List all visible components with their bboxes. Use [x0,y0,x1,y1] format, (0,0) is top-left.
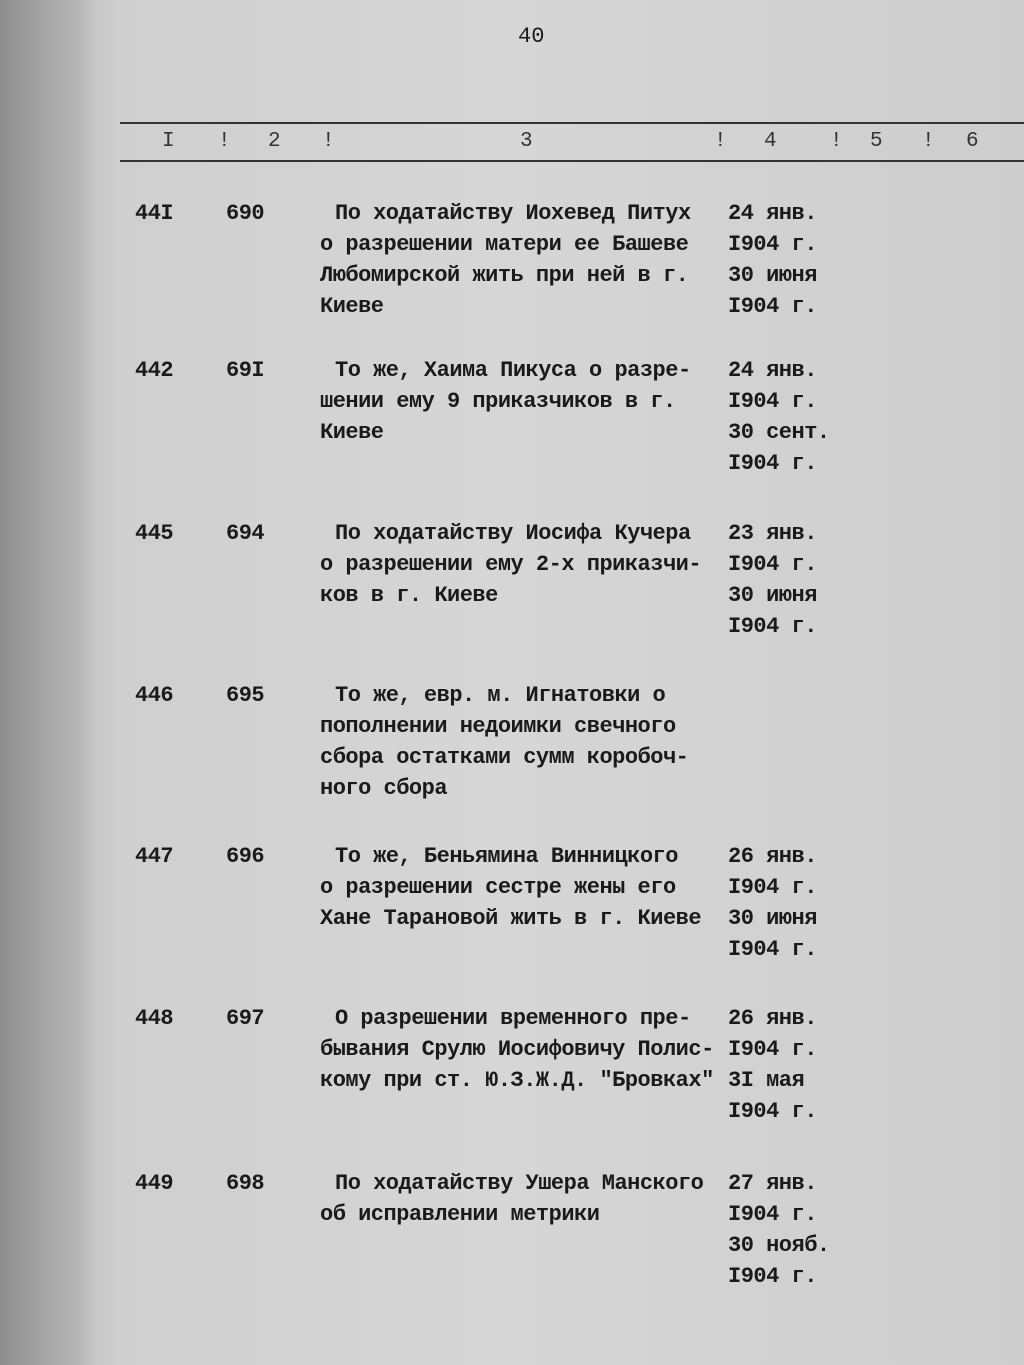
file-number: 696 [226,844,265,869]
entry-description [320,1168,703,1230]
entry-number: 44I [135,201,174,226]
date-line: 23 янв. [728,521,817,546]
file-number: 690 [226,201,265,226]
date-line: I904 г. [728,232,817,257]
description-line: кому при ст. Ю.З.Ж.Д. "Бровках" [320,1068,714,1093]
date-line: 30 нояб. [728,1233,830,1258]
entry-number: 449 [135,1171,174,1196]
description-line: ков в г. Киеве [320,583,498,608]
entry-dates [728,1168,830,1292]
entry-description [320,1003,714,1096]
header-col-3: 3 [520,130,533,153]
file-number: 698 [226,1171,265,1196]
description-line: По ходатайству Иосифа Кучера [335,521,691,546]
description-line: сбора остатками сумм коробоч- [320,745,689,770]
entry-dates [728,1003,817,1127]
description-line: пополнении недоимки свечного [320,714,676,739]
entry-dates [728,198,817,322]
header-separator: ! [218,130,231,153]
date-line: 30 сент. [728,420,830,445]
header-separator: ! [922,130,935,153]
entry-description [320,841,701,934]
header-col-5: 5 [870,130,883,153]
description-line: ного сбора [320,776,448,801]
header-col-6: 6 [966,130,979,153]
date-line: 26 янв. [728,1006,817,1031]
date-line: 30 июня [728,263,817,288]
description-line: Хане Тарановой жить в г. Киеве [320,906,702,931]
date-line: I904 г. [728,614,817,639]
entry-number: 445 [135,521,174,546]
date-line: I904 г. [728,552,817,577]
date-line: 26 янв. [728,844,817,869]
description-line: о разрешении матери ее Башеве [320,232,689,257]
entry-dates [728,518,817,642]
file-number: 697 [226,1006,265,1031]
date-line: I904 г. [728,451,817,476]
description-line: По ходатайству Иохевед Питух [335,201,691,226]
description-line: То же, Беньямина Винницкого [335,844,678,869]
date-line: I904 г. [728,1202,817,1227]
entry-dates [728,355,830,479]
entry-number: 442 [135,358,174,383]
file-number: 694 [226,521,265,546]
header-separator: ! [322,130,335,153]
date-line: I904 г. [728,1264,817,1289]
entry-description [320,355,691,448]
header-separator: ! [830,130,843,153]
description-line: о разрешении ему 2-х приказчи- [320,552,702,577]
description-line: Любомирской жить при ней в г. [320,263,689,288]
description-line: бывания Срулю Иосифовичу Полис- [320,1037,714,1062]
description-line: Киеве [320,420,384,445]
entry-number: 448 [135,1006,174,1031]
date-line: I904 г. [728,1099,817,1124]
page-number: 40 [518,24,545,49]
header-col-1: I [162,130,175,153]
description-line: О разрешении временного пре- [335,1006,691,1031]
entry-description [320,680,688,804]
date-line: I904 г. [728,937,817,962]
entry-number: 447 [135,844,174,869]
date-line: I904 г. [728,1037,817,1062]
header-col-2: 2 [268,130,281,153]
file-number: 695 [226,683,265,708]
date-line: 3I мая [728,1068,805,1093]
entry-number: 446 [135,683,174,708]
date-line: 24 янв. [728,358,817,383]
description-line: Киеве [320,294,384,319]
date-line: 30 июня [728,906,817,931]
description-line: шении ему 9 приказчиков в г. [320,389,676,414]
date-line: I904 г. [728,294,817,319]
entry-dates [728,841,817,965]
entry-description [320,198,691,322]
description-line: о разрешении сестре жены его [320,875,676,900]
date-line: I904 г. [728,389,817,414]
date-line: 24 янв. [728,201,817,226]
description-line: То же, евр. м. Игнатовки о [335,683,666,708]
header-separator: ! [714,130,727,153]
entry-description [320,518,701,611]
date-line: 30 июня [728,583,817,608]
date-line: I904 г. [728,875,817,900]
description-line: По ходатайству Ушера Манского [335,1171,704,1196]
description-line: То же, Хаима Пикуса о разре- [335,358,691,383]
header-top-rule [120,122,1024,124]
header-col-4: 4 [764,130,777,153]
header-bottom-rule [120,160,1024,162]
page-edge-shadow [0,0,95,1365]
date-line: 27 янв. [728,1171,817,1196]
description-line: об исправлении метрики [320,1202,600,1227]
file-number: 69I [226,358,265,383]
